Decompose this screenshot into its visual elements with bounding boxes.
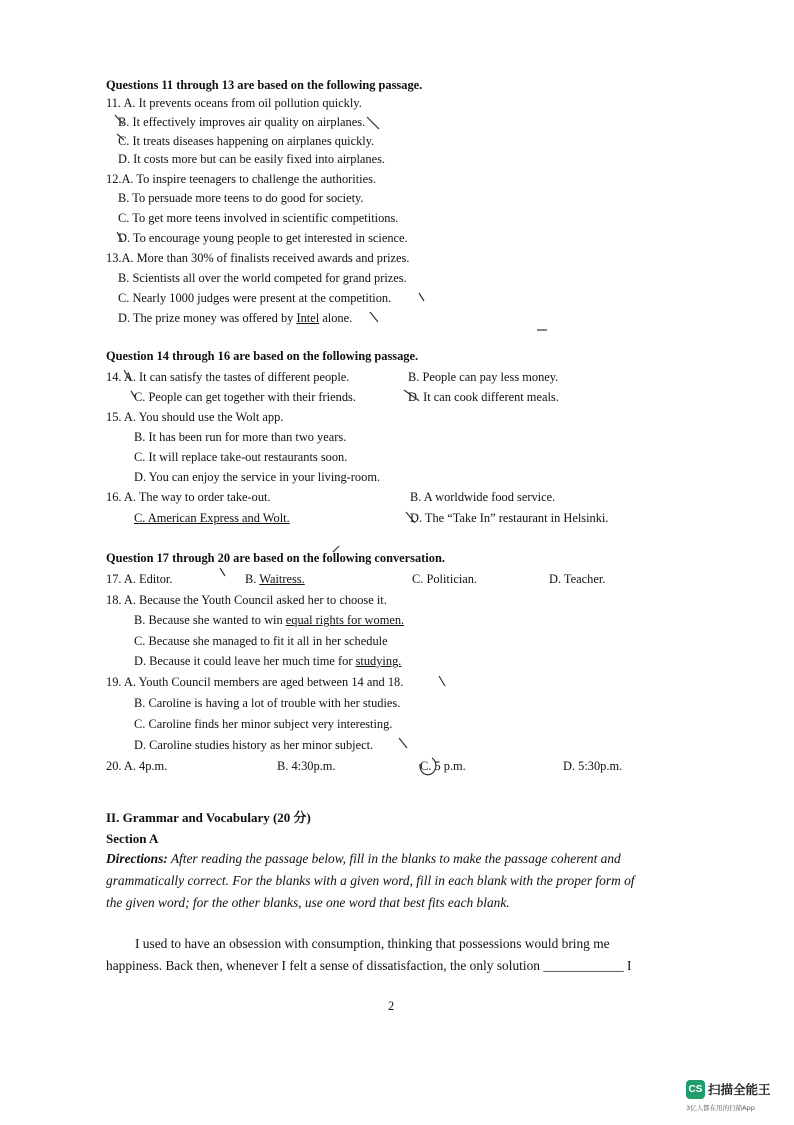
q20-option-d: D. 5:30p.m. <box>563 759 623 773</box>
q14-option-c: C. People can get together with their friends. <box>134 390 356 404</box>
scanner-tagline: 3亿人都在用的扫描App <box>686 1104 755 1112</box>
page-number: 2 <box>388 999 395 1013</box>
q18-option-c: C. Because she managed to fit it all in her schedule <box>134 634 388 648</box>
q13-option-c: C. Nearly 1000 judges were present at the competition. <box>118 291 392 305</box>
q18-option-a: 18. A. Because the Youth Council asked her to choose it. <box>106 593 387 607</box>
directions-label: Directions: <box>106 851 168 866</box>
q13-option-b: B. Scientists all over the world competed for grand prizes. <box>118 271 407 285</box>
q12-option-d: D. To encourage young people to get interested in science. <box>118 231 408 245</box>
q17-option-b-letter: B. <box>245 572 260 586</box>
cross-mark <box>399 738 407 748</box>
q12-option-a: 12.A. To inspire teenagers to challenge the authorities. <box>106 172 377 186</box>
q13-option-d-text: D. The prize money was offered by <box>118 311 297 325</box>
q17-option-c: C. Politician. <box>412 572 478 586</box>
q16-option-c: C. American Express and Wolt. <box>134 511 290 525</box>
q18-option-d-underlined: studying. <box>355 654 402 668</box>
cross-mark <box>370 312 378 322</box>
q13-option-a: 13.A. More than 30% of finalists received awards and prizes. <box>106 251 410 265</box>
passage-line-2: happiness. Back then, whenever I felt a sense of dissatisfaction, the only solution ____________ I <box>106 958 632 973</box>
q14-option-a: 14. A. It can satisfy the tastes of different people. <box>106 370 350 384</box>
q15-option-b: B. It has been run for more than two years. <box>134 430 347 444</box>
q14-option-b: B. People can pay less money. <box>408 370 559 384</box>
q20-option-b: B. 4:30p.m. <box>277 759 336 773</box>
q17-option-b <box>245 571 305 587</box>
q18-option-d <box>134 653 401 669</box>
q13-option-d-underlined: Intel <box>296 311 320 325</box>
q11-option-b: B. It effectively improves air quality on airplanes. <box>118 115 366 129</box>
q11-option-c: C. It treats diseases happening on airplanes quickly. <box>118 134 375 148</box>
q13-option-d-end: alone. <box>319 311 353 325</box>
q12-option-c: C. To get more teens involved in scientific competitions. <box>118 211 399 225</box>
section-heading-17-20: Question 17 through 20 are based on the following conversation. <box>106 551 445 565</box>
directions-text-1: After reading the passage below, fill in the blanks to make the passage coherent and <box>167 851 621 866</box>
scanner-watermark <box>686 1078 786 1114</box>
cross-mark <box>367 117 379 129</box>
q18-option-b-text: B. Because she wanted to win <box>134 613 286 627</box>
directions-line-2: grammatically correct. For the blanks with a given word, fill in each blank with the proper form of <box>106 873 635 888</box>
q16-option-b: B. A worldwide food service. <box>410 490 556 504</box>
q19-option-c: C. Caroline finds her minor subject very interesting. <box>134 717 393 731</box>
scanner-logo-icon: CS <box>686 1080 705 1099</box>
q13-option-d <box>118 310 352 326</box>
q18-option-b <box>134 612 404 628</box>
q16-option-d: D. The “Take In” restaurant in Helsinki. <box>410 511 609 525</box>
q14-option-d: D. It can cook different meals. <box>408 390 559 404</box>
q20-option-a: 20. A. 4p.m. <box>106 759 168 773</box>
q19-option-a: 19. A. Youth Council members are aged between 14 and 18. <box>106 675 404 689</box>
directions-line-1 <box>106 851 621 867</box>
q18-option-d-text: D. Because it could leave her much time for <box>134 654 356 668</box>
q17-option-a: 17. A. Editor. <box>106 572 173 586</box>
q16-option-a: 16. A. The way to order take-out. <box>106 490 271 504</box>
directions-line-3: the given word; for the other blanks, use one word that best fits each blank. <box>106 895 510 910</box>
q12-option-b: B. To persuade more teens to do good for society. <box>118 191 364 205</box>
scanner-brand-name: 扫描全能王 <box>708 1082 771 1097</box>
q11-option-d: D. It costs more but can be easily fixed into airplanes. <box>118 152 386 166</box>
q11-option-a: 11. A. It prevents oceans from oil pollution quickly. <box>106 96 362 110</box>
q20-option-c: C. 5 p.m. <box>420 759 466 773</box>
q17-option-b-underlined: Waitress. <box>259 572 305 586</box>
slash-mark <box>220 568 225 576</box>
section-heading-14-16: Question 14 through 16 are based on the following passage. <box>106 349 419 363</box>
q15-option-d: D. You can enjoy the service in your living-room. <box>134 470 381 484</box>
cross-mark <box>439 676 445 686</box>
q15-option-a: 15. A. You should use the Wolt app. <box>106 410 284 424</box>
q17-option-d: D. Teacher. <box>549 572 606 586</box>
grammar-section-label: Section A <box>106 831 159 846</box>
q19-option-d: D. Caroline studies history as her minor subject. <box>134 738 374 752</box>
slash-mark <box>419 293 424 301</box>
passage-line-1: I used to have an obsession with consumption, thinking that possessions would bring me <box>135 936 610 951</box>
section-heading-11-13: Questions 11 through 13 are based on the following passage. <box>106 78 423 92</box>
grammar-title: II. Grammar and Vocabulary (20 分) <box>106 810 311 825</box>
q18-option-b-underlined: equal rights for women. <box>285 613 405 627</box>
q19-option-b: B. Caroline is having a lot of trouble with her studies. <box>134 696 401 710</box>
q15-option-c: C. It will replace take-out restaurants soon. <box>134 450 348 464</box>
